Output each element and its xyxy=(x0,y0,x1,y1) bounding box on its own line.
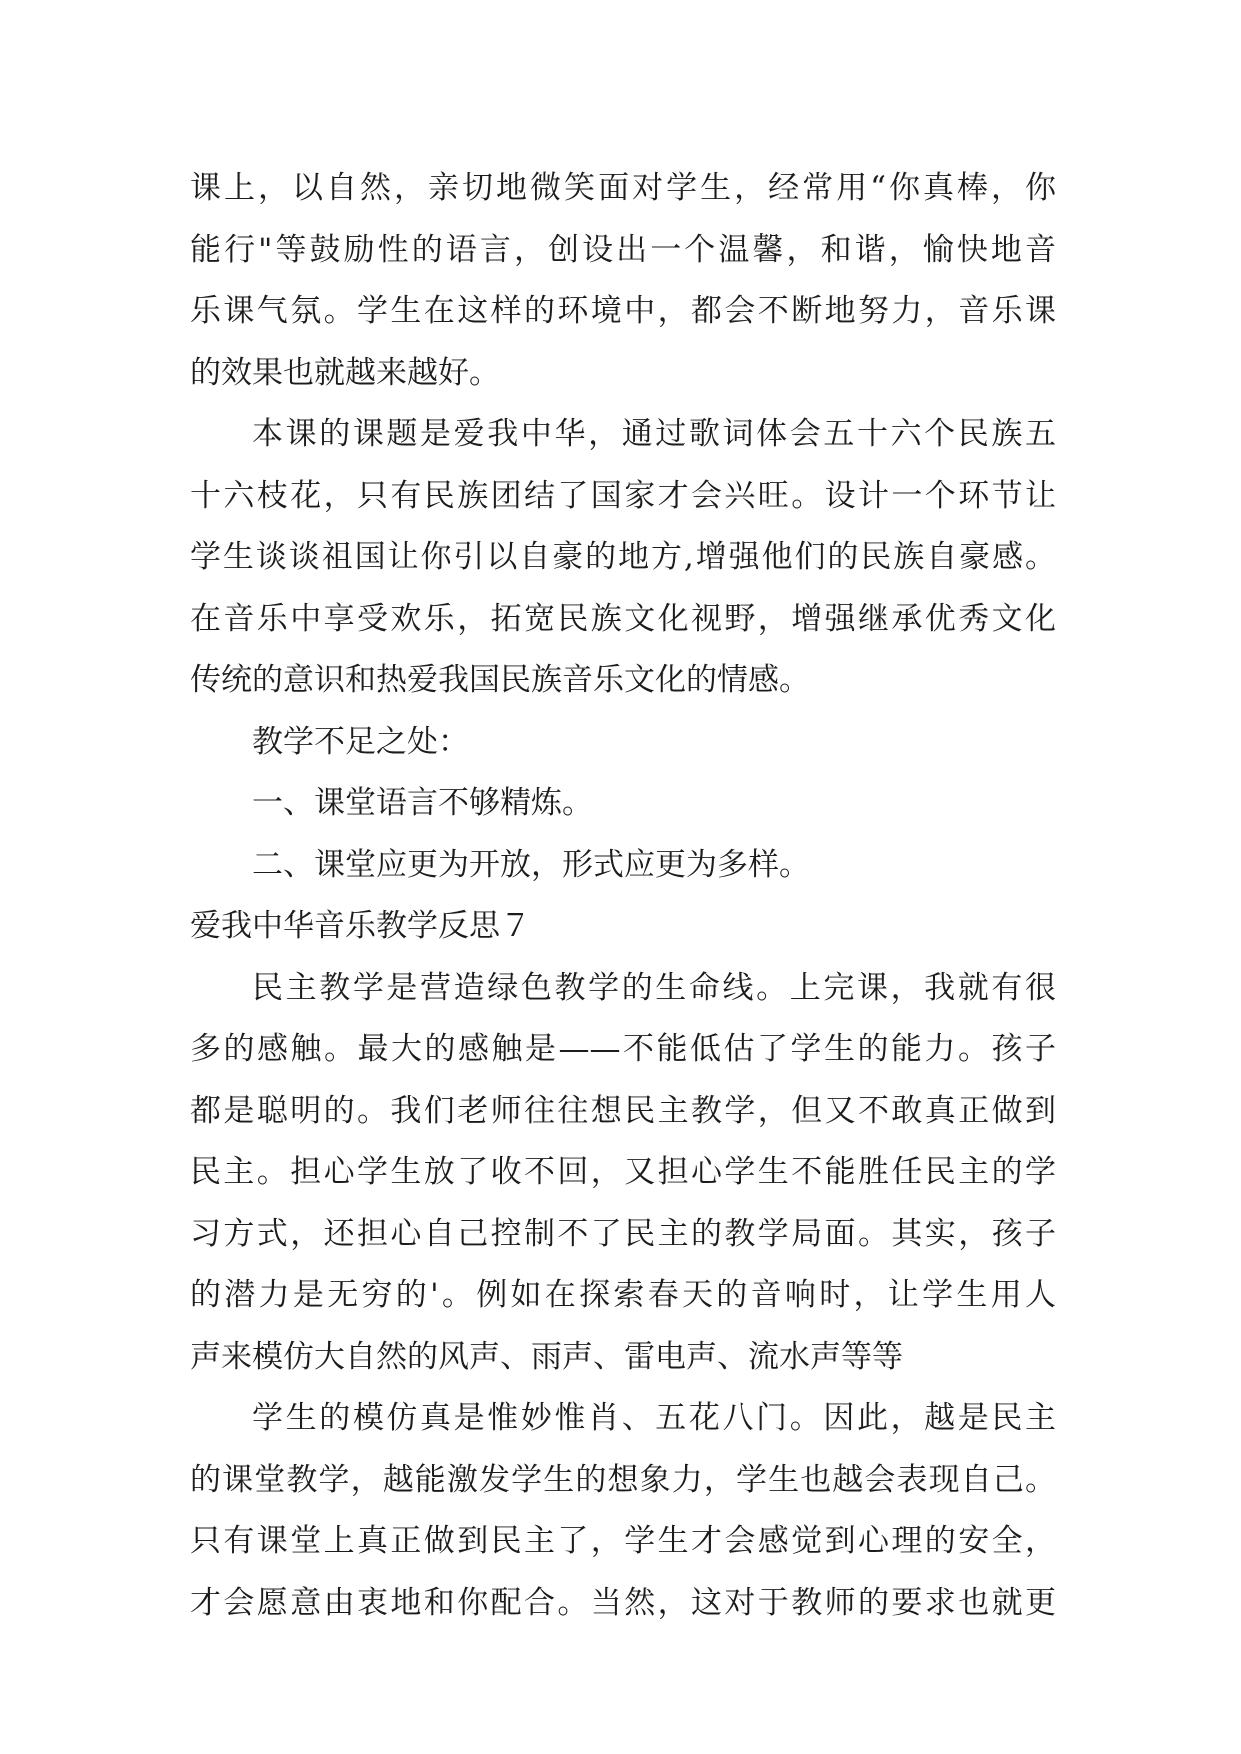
text-line: 才会愿意由衷地和你配合。当然，这对于教师的要求也就更 xyxy=(190,1584,1056,1621)
text-line: 课上，以自然，亲切地微笑面对学生，经常用“你真棒，你 xyxy=(190,170,1056,206)
text-line: 乐课气氛。学生在这样的环境中，都会不断地努力，音乐课 xyxy=(190,293,1056,329)
text-line: 习方式，还担心自己控制不了民主的教学局面。其实，孩子 xyxy=(190,1215,1056,1252)
paragraph-first-line: 学生的模仿真是惟妙惟肖、五花八门。因此，越是民主 xyxy=(252,1400,1056,1436)
text-line: 学生谈谈祖国让你引以自豪的地方,增强他们的民族自豪感。 xyxy=(190,539,1056,575)
text-line: 能行"等鼓励性的语言，创设出一个温馨，和谐，愉快地音 xyxy=(190,231,1056,268)
paragraph-first-line: 本课的课题是爱我中华，通过歌词体会五十六个民族五 xyxy=(252,416,1056,452)
text-line: 只有课堂上真正做到民主了，学生才会感觉到心理的安全， xyxy=(190,1523,1056,1559)
text-line: 都是聪明的。我们老师往往想民主教学，但又不敢真正做到 xyxy=(190,1092,1056,1129)
paragraph-first-line: 民主教学是营造绿色教学的生命线。上完课，我就有很 xyxy=(252,969,1056,1006)
text-line: 十六枝花，只有民族团结了国家才会兴旺。设计一个环节让 xyxy=(190,477,1056,514)
list-item: 一、课堂语言不够精炼。 xyxy=(252,785,593,821)
article-title: 爱我中华音乐教学反思７ xyxy=(190,908,531,944)
list-item: 二、课堂应更为开放，形式应更为多样。 xyxy=(252,846,810,883)
text-line: 的效果也就越来越好。 xyxy=(190,354,500,391)
section-heading: 教学不足之处： xyxy=(252,723,469,760)
text-line: 声来模仿大自然的风声、雨声、雷电声、流水声等等 xyxy=(190,1338,903,1375)
text-line: 民主。担心学生放了收不回，又担心学生不能胜任民主的学 xyxy=(190,1154,1056,1190)
text-line: 多的感触。最大的感触是——不能低估了学生的能力。孩子 xyxy=(190,1031,1056,1067)
text-line: 传统的意识和热爱我国民族音乐文化的情感。 xyxy=(190,662,810,698)
document-body xyxy=(190,158,1056,1634)
text-line: 的潜力是无穷的'。例如在探索春天的音响时，让学生用人 xyxy=(190,1277,1056,1313)
text-line: 的课堂教学，越能激发学生的想象力，学生也越会表现自己。 xyxy=(190,1461,1056,1498)
text-line: 在音乐中享受欢乐，拓宽民族文化视野，增强继承优秀文化 xyxy=(190,600,1056,637)
